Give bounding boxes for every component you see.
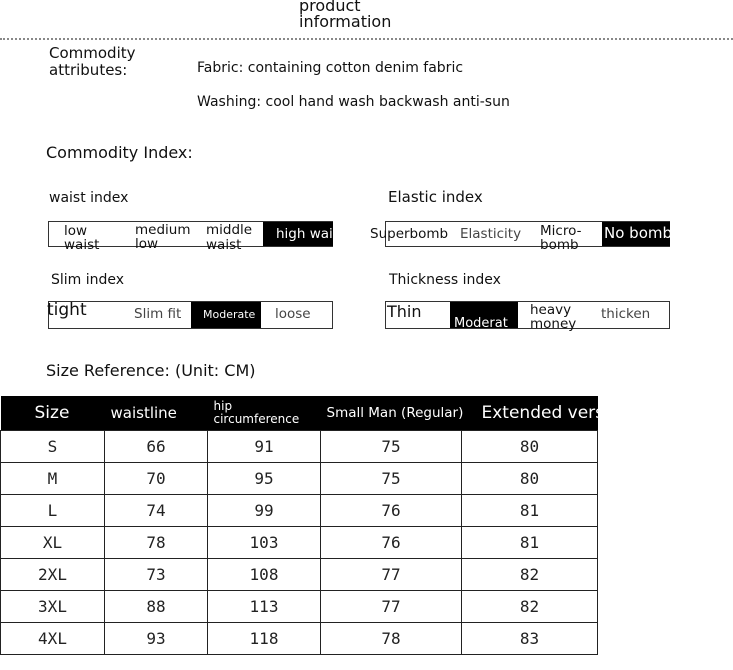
size-table: [0, 396, 630, 655]
thickness-option-moderat-selected: Moderat: [450, 302, 518, 328]
table-cell: 108: [208, 559, 321, 591]
table-row: [1, 495, 598, 527]
header-small-man: Small Man (Regular): [321, 396, 462, 431]
elastic-option-micro-bomb: Micro-bomb: [540, 223, 582, 253]
size-table-header: [1, 396, 598, 431]
commodity-index-title: Commodity Index:: [46, 143, 193, 162]
elastic-index-label: Elastic index: [388, 188, 483, 206]
waist-option-low: low waist: [64, 223, 100, 253]
elastic-option-elasticity: Elasticity: [460, 226, 522, 242]
table-cell: 73: [105, 559, 208, 591]
table-cell: 70: [105, 463, 208, 495]
waist-option-middle: middle waist: [206, 222, 253, 253]
table-cell: 93: [105, 623, 208, 655]
table-row: [1, 559, 598, 591]
waist-option-high-selected: high waist: [263, 222, 333, 246]
slim-index-bar: [48, 301, 333, 329]
elastic-option-no-bomb-selected: No bomb: [602, 222, 670, 246]
table-cell: 75: [321, 431, 462, 463]
table-cell: 77: [321, 591, 462, 623]
table-cell: 118: [208, 623, 321, 655]
header-size: Size: [1, 396, 105, 431]
table-cell: 80: [462, 463, 598, 495]
table-cell: 95: [208, 463, 321, 495]
table-cell: 88: [105, 591, 208, 623]
table-cell: 76: [321, 527, 462, 559]
table-cell: 3XL: [1, 591, 105, 623]
table-cell: 2XL: [1, 559, 105, 591]
table-cell: 81: [462, 527, 598, 559]
slim-option-tight: tight: [47, 300, 87, 320]
table-row: [1, 431, 598, 463]
waist-index-label: waist index: [49, 190, 129, 206]
table-cell: 91: [208, 431, 321, 463]
table-cell: 103: [208, 527, 321, 559]
table-row: [1, 463, 598, 495]
table-cell: 82: [462, 559, 598, 591]
size-reference-title: Size Reference: (Unit: CM): [46, 361, 256, 380]
header-hip: hip circumference: [208, 396, 321, 431]
table-cell: 81: [462, 495, 598, 527]
elastic-index-bar: [370, 221, 672, 253]
size-table-container: [0, 396, 630, 655]
thickness-option-thin: Thin: [387, 302, 422, 321]
table-cell: 66: [105, 431, 208, 463]
table-cell: XL: [1, 527, 105, 559]
header-waistline: waistline: [105, 396, 208, 431]
slim-option-slim-fit: Slim fit: [134, 306, 182, 322]
table-cell: 82: [462, 591, 598, 623]
table-cell: 77: [321, 559, 462, 591]
table-cell: M: [1, 463, 105, 495]
table-row: [1, 623, 598, 655]
table-cell: 80: [462, 431, 598, 463]
slim-option-moderate-selected: Moderate: [191, 302, 261, 328]
table-cell: 113: [208, 591, 321, 623]
table-cell: 74: [105, 495, 208, 527]
header-extended: Extended version: [462, 396, 598, 431]
thickness-index-bar: [385, 301, 670, 332]
table-row: [1, 527, 598, 559]
table-cell: S: [1, 431, 105, 463]
dashed-divider: [0, 38, 733, 40]
table-cell: 78: [105, 527, 208, 559]
table-cell: 75: [321, 463, 462, 495]
page-title: product information: [299, 0, 392, 31]
table-cell: 99: [208, 495, 321, 527]
table-cell: 4XL: [1, 623, 105, 655]
table-cell: 76: [321, 495, 462, 527]
table-cell: L: [1, 495, 105, 527]
thickness-option-heavy-money: heavy money: [530, 302, 577, 332]
table-cell: 78: [321, 623, 462, 655]
waist-option-medium-low: medium low: [135, 222, 191, 252]
thickness-index-label: Thickness index: [389, 272, 501, 288]
slim-option-loose: loose: [275, 306, 311, 322]
attributes-label: Commodity attributes:: [49, 44, 136, 79]
waist-index-bar: [48, 221, 346, 253]
washing-text: Washing: cool hand wash backwash anti-sun: [197, 94, 510, 110]
thickness-option-thicken: thicken: [601, 306, 651, 322]
table-cell: 83: [462, 623, 598, 655]
fabric-text: Fabric: containing cotton denim fabric: [197, 60, 464, 76]
elastic-option-superbomb: Superbomb: [370, 226, 449, 242]
table-row: [1, 591, 598, 623]
slim-index-label: Slim index: [51, 272, 125, 288]
